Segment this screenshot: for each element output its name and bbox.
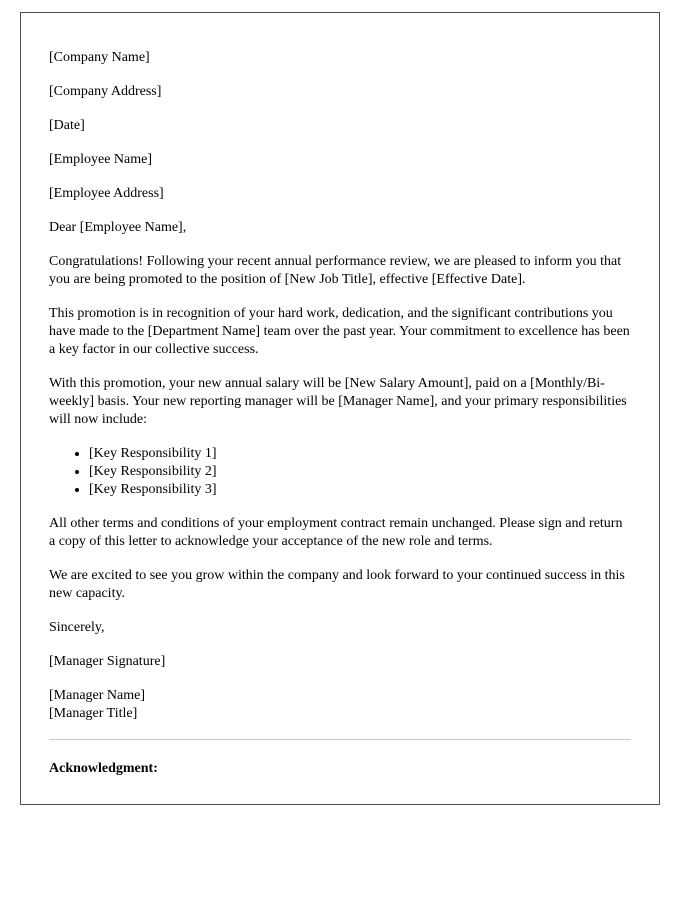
list-item: • [Key Responsibility 1] [89, 445, 631, 463]
manager-signature: [Manager Signature] [49, 654, 166, 669]
letter-date: [Date] [49, 118, 85, 133]
closing: Sincerely, [49, 620, 105, 635]
list-item: • [Key Responsibility 2] [89, 463, 631, 481]
manager-name: [Manager Name] [49, 688, 146, 703]
employee-address: [Employee Address] [49, 186, 164, 201]
letter-page [20, 12, 660, 805]
divider [49, 739, 631, 740]
acknowledgment-heading: Acknowledgment: [49, 761, 158, 776]
paragraph-excited: We are excited to see you grow within the company and look forward to your continued success in this new capacity. [49, 568, 625, 601]
company-name: [Company Name] [49, 50, 150, 65]
employee-name: [Employee Name] [49, 152, 153, 167]
paragraph-salary: With this promotion, your new annual salary will be [New Salary Amount], paid on a [Monthly/Bi-weekly] basis. Your new reporting manager will be [Manager Name], and your primary responsibilities will now include: [49, 376, 627, 427]
paragraph-congratulations: Congratulations! Following your recent annual performance review, we are pleased to inform you that you are being promoted to the position of [New Job Title], effective [Effective Date]. [49, 254, 622, 287]
responsibilities-list [49, 445, 631, 499]
list-item: • [Key Responsibility 3] [89, 481, 631, 499]
salutation: Dear [Employee Name], [49, 220, 187, 235]
manager-title: [Manager Title] [49, 706, 138, 721]
paragraph-terms: All other terms and conditions of your employment contract remain unchanged. Please sign and return a copy of this letter to acknowledge your acceptance of the new role and terms. [49, 516, 623, 549]
paragraph-recognition: This promotion is in recognition of your hard work, dedication, and the significant contributions you have made to the [Department Name] team over the past year. Your commitment to excellence has been a key factor in our collective success. [49, 306, 630, 357]
company-address: [Company Address] [49, 84, 162, 99]
manager-name-title [49, 687, 631, 723]
